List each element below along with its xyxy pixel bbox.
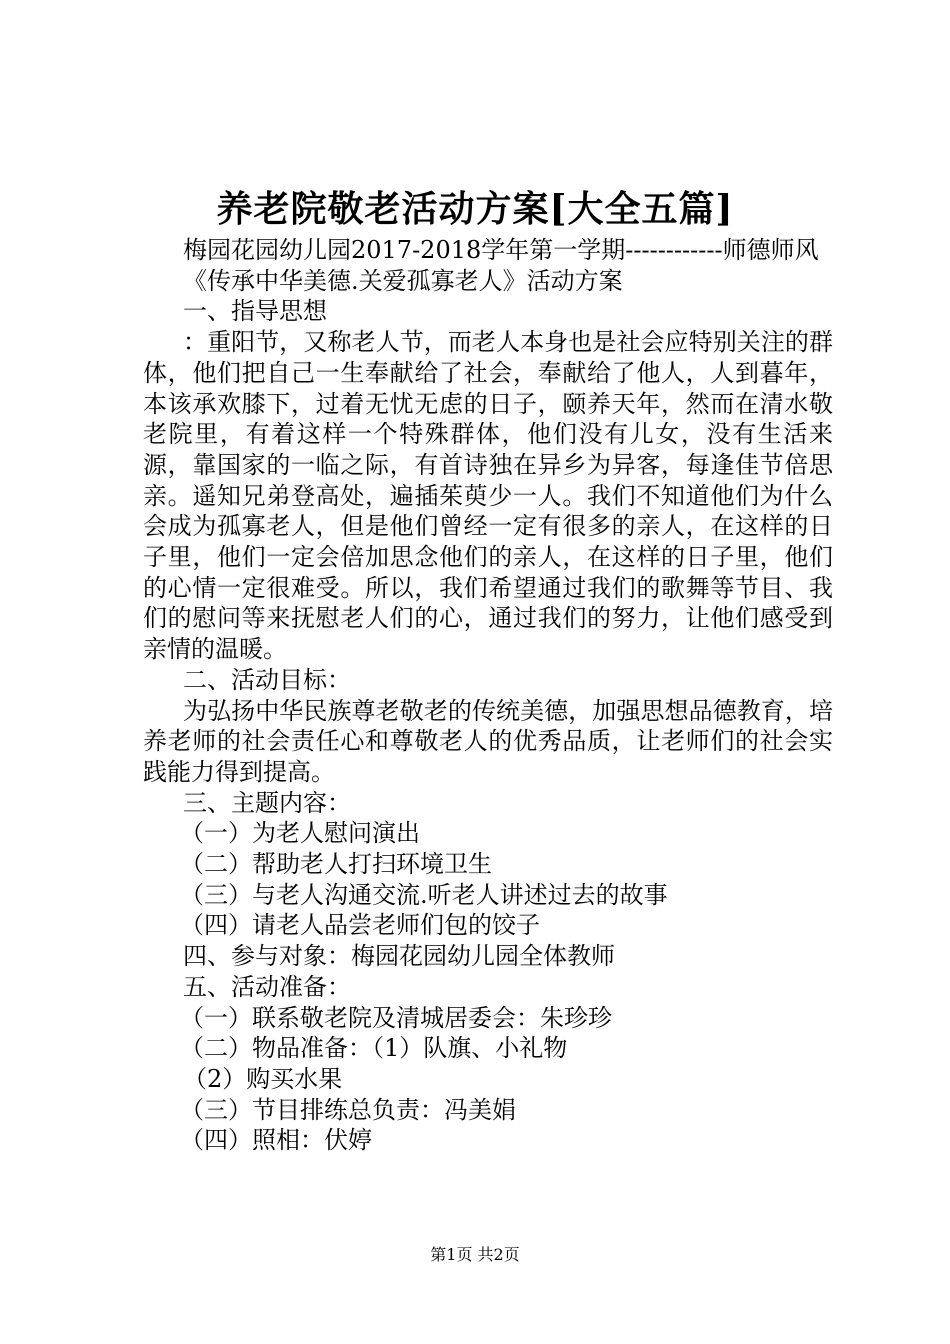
section-heading-themes: 三、主题内容： <box>183 788 351 817</box>
document-body <box>143 235 833 1156</box>
section-heading-participants: 四、参与对象：梅园花园幼儿园全体教师 <box>183 942 615 971</box>
section-heading-goals: 二、活动目标： <box>183 665 351 694</box>
list-item-theme-1: （一）为老人慰问演出 <box>180 819 420 848</box>
paragraph-goals: 为弘扬中华民族尊老敬老的传统美德，加强思想品德教育，培养老师的社会责任心和尊敬老人的优秀品质，让老师们的社会实践能力得到提高。 <box>143 696 833 786</box>
list-item-prep-1: （一）联系敬老院及清城居委会：朱珍珍 <box>180 1003 612 1032</box>
page-footer: 第1页 共2页 <box>430 1245 520 1264</box>
list-item-theme-2: （二）帮助老人打扫环境卫生 <box>180 850 492 879</box>
list-item-prep-2-sub: （2）购买水果 <box>183 1064 343 1093</box>
section-heading-preparation: 五、活动准备： <box>183 972 351 1001</box>
paragraph-guiding-idea: ：重阳节，又称老人节，而老人本身也是社会应特别关注的群体，他们把自己一生奉献给了社会，奉献给了他人，人到暮年，本该承欢膝下，过着无忧无虑的日子，颐养天年，然而在清水敬老院里，有着这样一个特殊群体，他们没有儿女，没有生活来源，靠国家的一临之际，有首诗独在异乡为异客，每逢佳节倍思亲。遥知兄弟登高处，遍插茱萸少一人。我们不知道他们为什么会成为孤寡老人，但是他们曾经一定有很多的亲人，在这样的日子里，他们一定会倍加思念他们的亲人，在这样的日子里，他们的心情一定很难受。所以，我们希望通过我们的歌舞等节目、我们的慰问等来抚慰老人们的心，通过我们的努力，让他们感受到亲情的温暖。 <box>143 328 833 664</box>
list-item-theme-4: （四）请老人品尝老师们包的饺子 <box>180 911 540 940</box>
paragraph-header-line: 梅园花园幼儿园2017-2018学年第一学期------------师德师风 <box>183 236 819 264</box>
list-item-theme-3: （三）与老人沟通交流.听老人讲述过去的故事 <box>180 880 668 909</box>
list-item-prep-4: （四）照相：伏婷 <box>180 1126 372 1155</box>
paragraph-plan-name: 《传承中华美德.关爱孤寡老人》活动方案 <box>183 266 623 295</box>
list-item-prep-3: （三）节目排练总负责：冯美娟 <box>180 1095 516 1124</box>
list-item-prep-2: （二）物品准备：（1）队旗、小礼物 <box>180 1034 568 1063</box>
section-heading-guiding-idea: 一、指导思想 <box>183 297 327 326</box>
document-title: 养老院敬老活动方案[大全五篇] <box>216 188 734 230</box>
